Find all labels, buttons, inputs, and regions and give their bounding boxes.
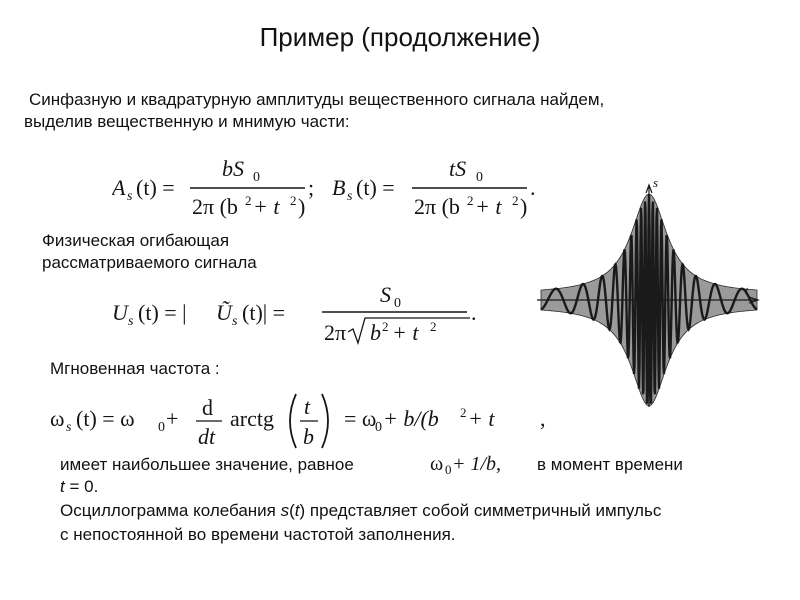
omega-sq: 2 [460, 405, 467, 420]
frac-b: b [303, 424, 314, 449]
omega-eq: (t) = ω [76, 406, 135, 431]
bs-denominator: 2π (b [414, 194, 460, 219]
envelope-text-line-2: рассматриваемого сигнала [42, 253, 257, 272]
as-denominator: 2π (b [192, 194, 238, 219]
amplitudes-formula [112, 152, 542, 222]
bs-den-close: ) [520, 194, 528, 219]
us-mid: (t) = | [138, 300, 187, 325]
omega-rhs-3: + t [468, 406, 495, 431]
as-num-sub: 0 [253, 170, 260, 185]
as-den-sq2: 2 [290, 193, 297, 208]
d-denominator: dt [198, 424, 216, 449]
max-text-after: в момент времени [537, 455, 683, 474]
osc-s: s [280, 501, 290, 520]
max-text-before: имеет наибольшее значение, равное [60, 455, 354, 474]
as-sub: s [127, 189, 133, 204]
bs-arg: (t) = [356, 175, 395, 200]
us-period: . [471, 300, 477, 325]
omega-lhs: ω [50, 406, 65, 431]
intro-text-line-1: Синфазную и квадратурную амплитуды вещественного сигнала найдем, [29, 90, 605, 109]
max-time-eq: = 0. [64, 477, 99, 496]
slide-title: Пример (продолжение) [259, 22, 541, 52]
frac-t: t [304, 394, 311, 419]
omega-rhs-2: + b/(b [383, 406, 439, 431]
omega-sub: s [66, 420, 72, 435]
as-lhs: A [112, 175, 126, 200]
omega0-sub-2: 0 [375, 420, 382, 435]
oscillogram-text-line-2: с непостоянной во времени частотой заполнения. [60, 525, 456, 544]
us-sub: s [128, 314, 134, 329]
us-den-b: b [370, 320, 381, 345]
bs-den-plus: + t [475, 194, 502, 219]
us-den-sq2: 2 [430, 319, 437, 334]
y-axis-label: s [653, 175, 659, 190]
osc-t: t [294, 501, 300, 520]
us-num-sub: 0 [394, 296, 401, 311]
us-numerator: S [380, 282, 391, 307]
bs-period: . [530, 175, 536, 200]
bs-den-sq: 2 [467, 193, 474, 208]
arctg: arctg [230, 406, 274, 431]
omega-comma: , [540, 406, 546, 431]
max-text-time [60, 476, 98, 498]
envelope-formula [112, 280, 482, 352]
as-arg: (t) = [136, 175, 175, 200]
x-axis-label: t [745, 283, 749, 298]
osc-part-c: ) представляет собой симметричный импульс [299, 501, 662, 520]
oscillogram-text-line-1 [60, 500, 661, 522]
paren-left [290, 394, 296, 448]
bs-sub: s [347, 189, 353, 204]
as-den-close: ) [298, 194, 306, 219]
d-numerator: d [202, 395, 213, 420]
us-rhs: (t)| = [242, 300, 286, 325]
max-rest: + 1/b, [452, 453, 502, 475]
bs-lhs: B [332, 175, 346, 200]
instant-frequency-formula [50, 388, 560, 456]
max-time-var: t [60, 477, 65, 496]
osc-part-b: ( [289, 501, 295, 520]
as-den-plus: + t [253, 194, 280, 219]
max-value-formula [430, 448, 534, 478]
as-numerator: bS [222, 156, 244, 181]
envelope-text-line-1: Физическая огибающая [42, 231, 230, 250]
us-tilde-sub: s [232, 314, 238, 329]
omega-rhs: = ω [344, 406, 377, 431]
us-den-2pi: 2π [324, 320, 347, 345]
bs-den-sq2: 2 [512, 193, 519, 208]
semicolon: ; [308, 175, 315, 200]
max-omega-sub: 0 [445, 462, 452, 477]
instant-frequency-label: Мгновенная частота : [50, 359, 220, 378]
intro-text-line-2: выделив вещественную и мнимую части: [24, 112, 350, 131]
as-den-sq: 2 [245, 193, 252, 208]
us-lhs: U [112, 300, 128, 325]
max-omega: ω [430, 453, 444, 475]
omega0-sub: 0 [158, 420, 165, 435]
us-den-sq: 2 [382, 319, 389, 334]
bs-num-sub: 0 [476, 170, 483, 185]
bs-numerator: tS [449, 156, 467, 181]
omega-plus: + [166, 406, 179, 431]
us-den-plus: + t [392, 320, 419, 345]
paren-right [322, 394, 328, 448]
us-tilde: Ũ [216, 300, 232, 325]
osc-part-a: Осциллограмма колебания [60, 501, 281, 520]
oscillogram-figure [535, 175, 765, 415]
